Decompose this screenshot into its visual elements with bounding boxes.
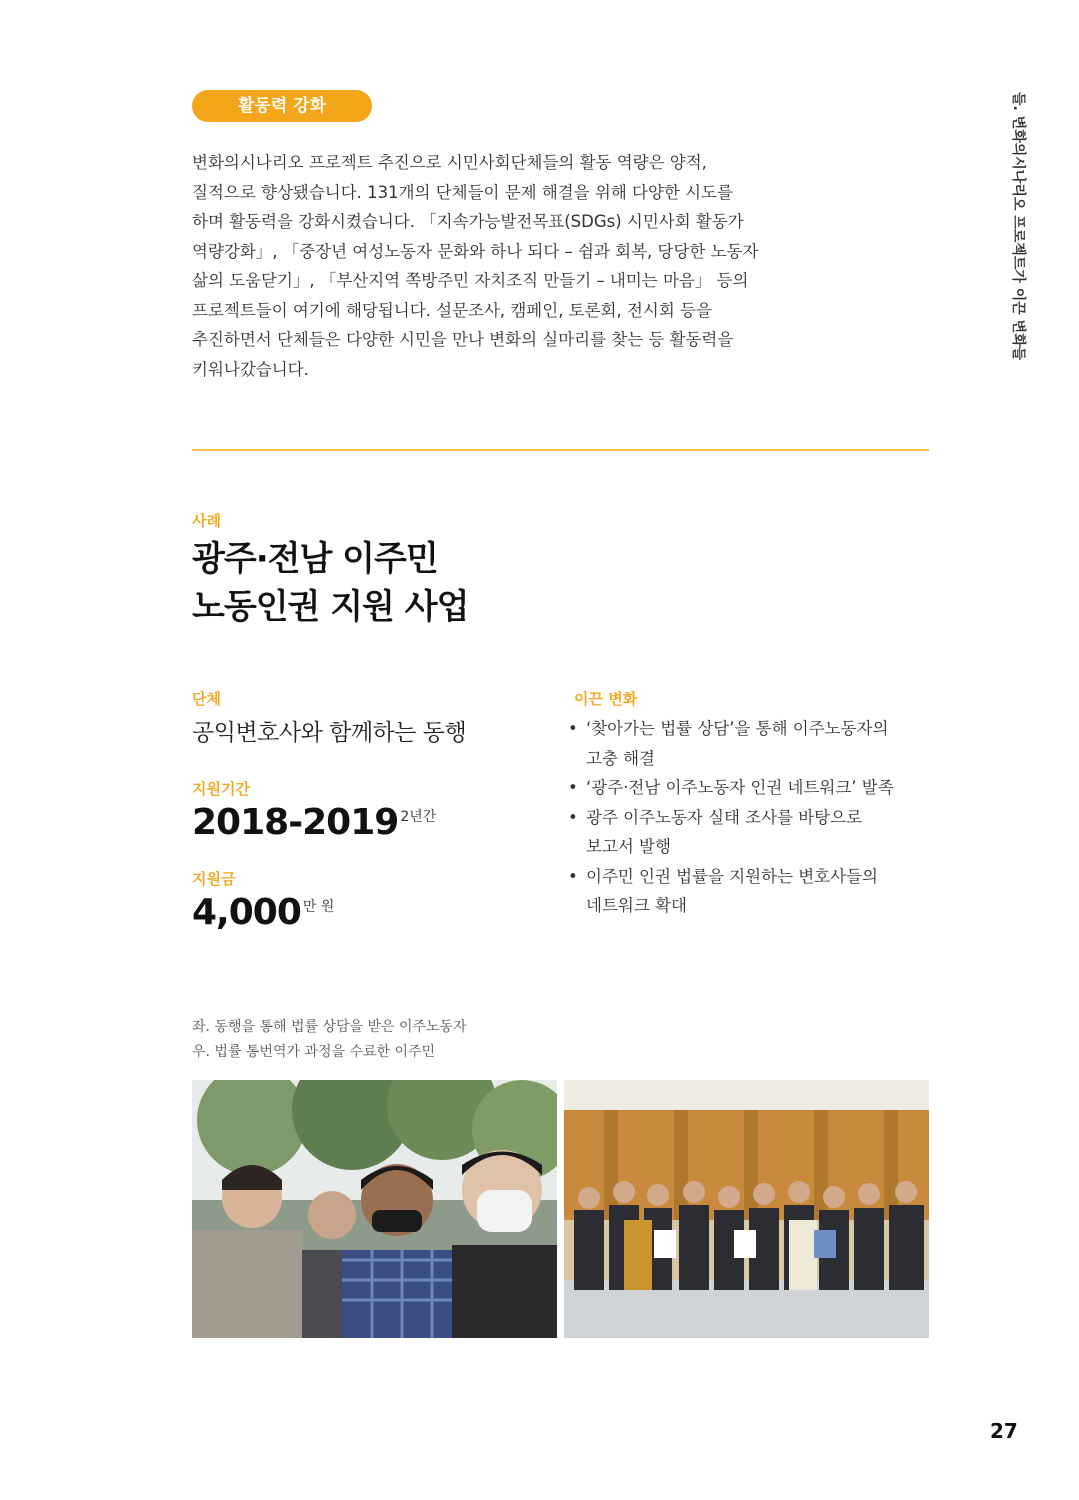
list-item [566,714,926,773]
changes-label: 이끈 변화 [574,690,638,708]
grant-suffix: 만 원 [302,899,335,915]
intro-line: 삶의 도움닫기」, 「부산지역 쪽방주민 자치조직 만들기 – 내미는 마음」 등의 [192,271,749,290]
photo-left-illustration [192,1080,557,1338]
case-title [192,535,468,631]
list-item-line: • ‘광주·전남 이주노동자 인권 네트워크’ 발족 [586,778,894,797]
case-title-line: 광주·전남 이주민 [192,539,438,579]
list-item-line: 고충 해결 [586,748,656,768]
case-label: 사례 [192,512,221,530]
list-item-line: • 광주 이주노동자 실태 조사를 바탕으로 [586,807,863,827]
list-item-line: • 이주민 인권 법률을 지원하는 변호사들의 [586,866,878,886]
intro-line: 하며 활동력을 강화시켰습니다. 「지속가능발전목표(SDGs) 시민사회 활동가 [192,212,744,231]
period-label: 지원기간 [192,780,250,798]
changes-list [566,714,926,921]
case-title-line: 노동인권 지원 사업 [192,587,469,627]
section-pill: 활동력 강화 [192,90,372,122]
list-item [566,862,926,921]
photo-right-illustration [564,1080,929,1338]
list-item [566,803,926,862]
intro-line: 추진하면서 단체들은 다양한 시민을 만나 변화의 실마리를 찾는 등 활동력을 [192,330,734,349]
section-divider [192,449,929,451]
grant-label: 지원금 [192,870,236,888]
intro-line: 변화의시나리오 프로젝트 추진으로 시민사회단체들의 활동 역량은 양적, [192,153,707,172]
intro-paragraph [192,148,759,384]
side-title-text: 들. 변화의시나리오 프로젝트가 이끈 변화들 [1010,92,1026,361]
caption-right: 우. 법률 통번역가 과정을 수료한 이주민 [192,1044,436,1060]
photo-captions [192,1015,467,1065]
org-name: 공익변호사와 함께하는 동행 [192,720,467,746]
page-number: 27 [990,1419,1018,1443]
intro-line: 역량강화」, 「중장년 여성노동자 문화와 하나 되다 – 쉼과 회복, 당당한 노동자 [192,241,759,261]
period-value [192,802,436,843]
photo-left [192,1080,557,1338]
org-label: 단체 [192,690,221,708]
intro-line: 키워나갔습니다. [192,359,309,379]
list-item-line: 보고서 발행 [586,837,671,856]
side-running-title [1007,92,1037,392]
intro-line: 프로젝트들이 여기에 해당됩니다. 설문조사, 캠페인, 토론회, 전시회 등을 [192,300,712,320]
grant-value [192,892,334,933]
intro-line: 질적으로 향상됐습니다. 131개의 단체들이 문제 해결을 위해 다양한 시도를 [192,182,733,202]
photo-right [564,1080,929,1338]
list-item [566,773,926,803]
caption-left: 좌. 동행을 통해 법률 상담을 받은 이주노동자 [192,1019,467,1035]
list-item-line: 네트워크 확대 [586,896,687,915]
period-years: 2018-2019 [192,802,399,843]
period-suffix: 2년간 [400,809,437,825]
list-item-line: • ‘찾아가는 법률 상담’을 통해 이주노동자의 [586,719,889,738]
grant-amount: 4,000 [192,892,301,933]
